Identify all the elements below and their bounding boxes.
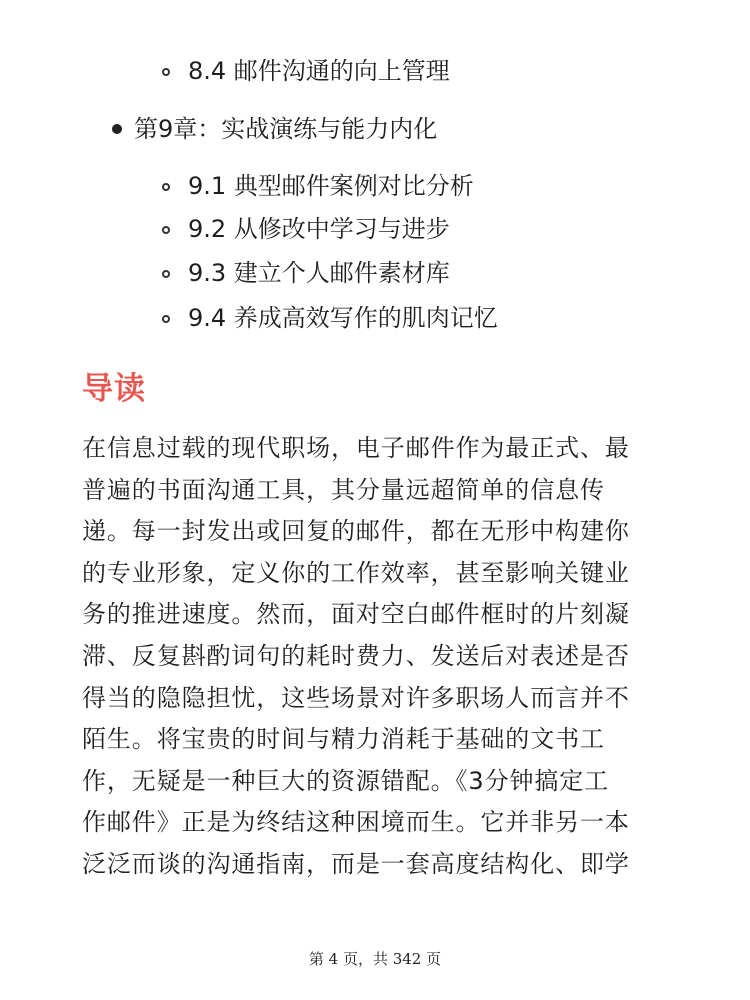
body-line: 滞、反复斟酌词句的耗时费力、发送后对表述是否 — [82, 641, 630, 670]
body-line: 递。每一封发出或回复的邮件，都在无形中构建你 — [82, 517, 630, 546]
body-line: 得当的隐隐担忧，这些场景对许多职场人而言并不 — [82, 683, 630, 712]
hollow-bullet-icon — [162, 68, 170, 76]
body-line: 在信息过载的现代职场，电子邮件作为最正式、最 — [82, 434, 630, 462]
hollow-bullet-icon — [162, 315, 170, 323]
body-line: 务的推进速度。然而，面对空白邮件框时的片刻凝 — [82, 600, 630, 629]
body-line: 的专业形象，定义你的工作效率，甚至影响关键业 — [82, 558, 630, 587]
section-title: 导读 — [82, 371, 146, 407]
body-line: 泛泛而谈的沟通指南，而是一套高度结构化、即学 — [82, 849, 630, 878]
body-line: 作邮件》正是为终结这种困境而生。它并非另一本 — [82, 808, 630, 837]
body-line: 普遍的书面沟通工具，其分量远超简单的信息传 — [82, 475, 605, 504]
toc-item-9-3: 9.3 建立个人邮件素材库 — [188, 259, 450, 287]
toc-item-8-4: 8.4 邮件沟通的向上管理 — [188, 57, 450, 85]
page-number-footer: 第 4 页，共 342 页 — [308, 950, 442, 968]
toc-item-9-2: 9.2 从修改中学习与进步 — [188, 215, 450, 243]
toc-item-9-1: 9.1 典型邮件案例对比分析 — [188, 172, 474, 200]
hollow-bullet-icon — [162, 226, 170, 234]
toc-chapter-9: 第9章：实战演练与能力内化 — [134, 115, 438, 143]
solid-bullet-icon — [112, 124, 122, 134]
body-paragraph — [82, 428, 682, 886]
body-line: 作，无疑是一种巨大的资源错配。《3分钟搞定工 — [82, 766, 610, 795]
body-line: 陌生。将宝贵的时间与精力消耗于基础的文书工 — [82, 725, 605, 754]
hollow-bullet-icon — [162, 270, 170, 278]
hollow-bullet-icon — [162, 183, 170, 191]
toc-item-9-4: 9.4 养成高效写作的肌肉记忆 — [188, 304, 498, 332]
